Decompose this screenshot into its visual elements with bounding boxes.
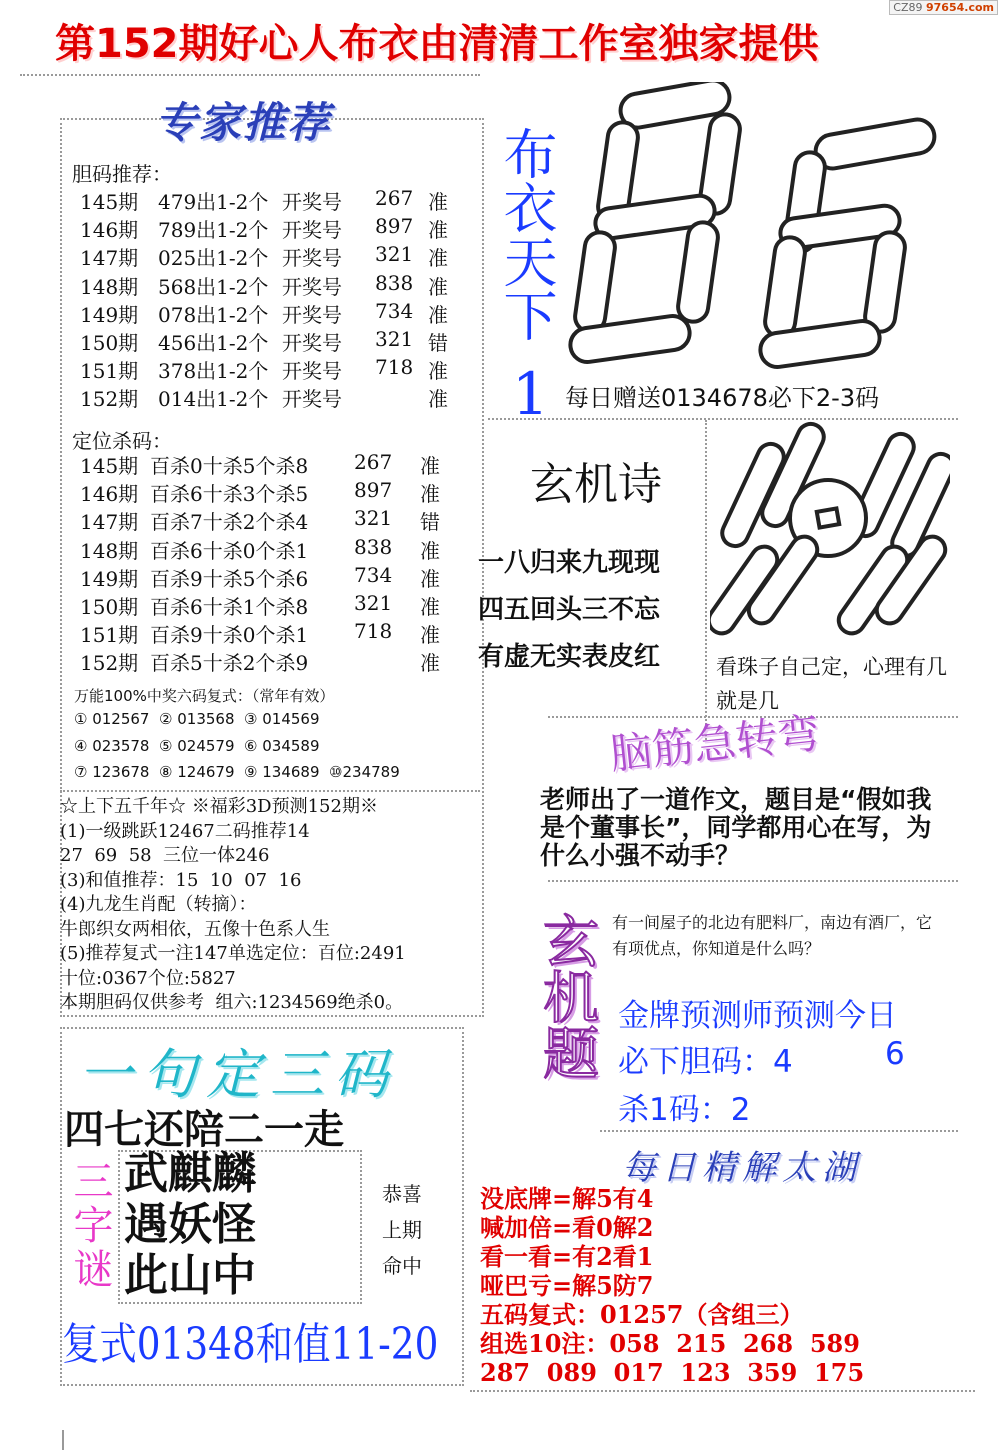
dan-number: 838 xyxy=(375,270,414,295)
dan-rule: 456出1-2个 xyxy=(158,331,269,355)
digits-86-svg xyxy=(565,82,955,382)
taihu-line: 五码复式：01257（含组三） xyxy=(480,1300,804,1329)
kill-row xyxy=(80,450,480,478)
dan-rule: 568出1-2个 xyxy=(158,274,269,299)
shangxia-line: 牛郎织女两相依，五像十色系人生 xyxy=(60,918,330,940)
shangxia-line: (3)和值推荐：15 10 07 16 xyxy=(60,869,302,891)
kill-result: 错 xyxy=(420,510,440,535)
dan-period: 147期 xyxy=(80,246,139,271)
brain-question: 老师出了一道作文，题目是“假如我是个董事长”，同学都用心在写，为什么小强不动手？ xyxy=(540,785,932,870)
taihu-lines xyxy=(480,1184,864,1387)
dan-row xyxy=(80,186,480,214)
sanzi-vertical: 三字谜 xyxy=(67,1160,113,1292)
dan-keyword: 开奖号 xyxy=(282,331,342,355)
dan-period: 151期 xyxy=(80,359,139,384)
sanzi-lines xyxy=(124,1148,256,1301)
kill-number: 321 xyxy=(354,506,393,531)
shangxia-line: ☆上下五千年☆ ※福彩3D预测152期※ xyxy=(60,796,378,817)
kill-row xyxy=(80,591,480,619)
beads-illustration xyxy=(710,420,950,640)
digits-86-illustration xyxy=(565,82,955,382)
section-divider xyxy=(60,790,480,792)
dan-number: 718 xyxy=(375,355,414,380)
kill-rule: 百杀0十杀5个杀8 xyxy=(150,454,309,478)
kill-rule: 百杀6十杀1个杀8 xyxy=(150,595,309,619)
dan-rule: 378出1-2个 xyxy=(158,359,269,384)
kill-number: 267 xyxy=(354,450,393,474)
must-dan-extra: 6 xyxy=(885,1036,905,1072)
kill-period: 152期 xyxy=(80,651,139,676)
dan-rule: 014出1-2个 xyxy=(158,387,269,412)
kill-period: 150期 xyxy=(80,595,139,619)
dan-period: 146期 xyxy=(80,218,139,243)
divider-3 xyxy=(705,420,707,740)
page-title: 第152期好心人布衣由清清工作室独家提供 xyxy=(55,21,819,67)
taihu-line: 287 089 017 123 359 175 xyxy=(480,1358,865,1387)
shangxia-line: (4)九龙生肖配（转摘）： xyxy=(60,894,257,915)
kill-result: 准 xyxy=(420,454,440,478)
yiju-title: 一句定三码 xyxy=(78,1043,398,1106)
six-list xyxy=(74,710,400,790)
dan-rule: 078出1-2个 xyxy=(158,302,269,327)
dan-number: 321 xyxy=(375,327,414,351)
congrats-line: 恭喜 xyxy=(382,1182,422,1206)
six-row: ④ 023578 ⑤ 024579 ⑥ 034589 xyxy=(74,736,320,755)
watermark-part1: CZ89 xyxy=(893,1,923,14)
watermark-part2: 97654.com xyxy=(926,1,994,14)
kill-rule: 百杀9十杀5个杀6 xyxy=(150,566,309,591)
kill-number: 734 xyxy=(354,562,393,587)
dan-row xyxy=(80,242,480,270)
dan-row xyxy=(80,271,480,299)
yiju-phrase: 四七还陪二一走 xyxy=(64,1107,344,1153)
dan-number: 267 xyxy=(375,186,414,210)
kill-result: 准 xyxy=(420,623,440,648)
taihu-line: 喊加倍=看0解2 xyxy=(480,1213,654,1242)
kill-row xyxy=(80,506,480,534)
xuanji-ti-vertical: 玄机题 xyxy=(534,912,599,1080)
dan-period: 150期 xyxy=(80,331,139,355)
expert-title: 专家推荐 xyxy=(155,98,332,147)
shangxia-line: 27 69 58 三位一体246 xyxy=(60,845,270,866)
dan-result: 准 xyxy=(428,190,448,214)
kill-period: 151期 xyxy=(80,623,139,648)
kill-row xyxy=(80,563,480,591)
dan-keyword: 开奖号 xyxy=(282,302,342,327)
kill-period: 145期 xyxy=(80,454,139,478)
poem-line: 有虚无实表皮红 xyxy=(478,642,661,672)
edge-mark xyxy=(62,1430,64,1450)
dan-period: 148期 xyxy=(80,274,139,299)
buyi-gift: 每日赠送0134678必下2-3码 xyxy=(565,384,880,412)
shangxia-line: 十位:0367个位:5827 xyxy=(60,967,236,989)
taihu-line: 组选10注：058 215 268 589 xyxy=(480,1329,860,1358)
dan-label: 胆码推荐： xyxy=(72,162,172,186)
shangxia-line: (1)一级跳跃12467二码推荐14 xyxy=(60,820,310,842)
dan-period: 149期 xyxy=(80,302,139,327)
taihu-title: 每日精解太湖 xyxy=(622,1148,862,1188)
dan-number: 321 xyxy=(375,242,414,267)
dan-result: 准 xyxy=(428,387,448,412)
poem-line: 四五回头三不忘 xyxy=(478,595,661,625)
kill-row xyxy=(80,478,480,506)
shangxia-block xyxy=(60,795,406,1016)
six-row: ⑦ 123678 ⑧ 124679 ⑨ 134689 ⑩234789 xyxy=(74,763,400,781)
kill-result: 准 xyxy=(420,538,440,563)
dan-keyword: 开奖号 xyxy=(282,246,342,271)
kill-row xyxy=(80,647,480,675)
taihu-line: 哑巴亏=解5防7 xyxy=(480,1271,654,1300)
dan-result: 错 xyxy=(428,331,448,355)
kill-label: 定位杀码： xyxy=(72,429,172,453)
six-label: 万能100%中奖六码复式：（常年有效） xyxy=(74,687,335,705)
kill-result: 准 xyxy=(420,566,440,591)
dan-result: 准 xyxy=(428,246,448,271)
sanzi-congrats xyxy=(382,1176,422,1284)
dan-row xyxy=(80,299,480,327)
bottom-divider xyxy=(470,1390,975,1392)
kill-result: 准 xyxy=(420,482,440,507)
sanzi-line: 武麒麟 xyxy=(124,1148,256,1199)
kill-rule: 百杀5十杀2个杀9 xyxy=(150,651,309,676)
must-dan: 必下胆码：4 xyxy=(618,1044,793,1080)
congrats-line: 上期 xyxy=(382,1218,422,1242)
dan-table xyxy=(80,186,480,416)
dan-period: 152期 xyxy=(80,387,139,412)
xuanji-ti-question: 有一间屋子的北边有肥料厂，南边有酒厂，它有项优点，你知道是什么吗？ xyxy=(612,913,933,958)
xuanji-poem-title: 玄机诗 xyxy=(530,459,662,510)
kill-result: 准 xyxy=(420,595,440,619)
dan-rule: 025出1-2个 xyxy=(158,246,269,271)
dan-row xyxy=(80,327,480,355)
dan-keyword: 开奖号 xyxy=(282,274,342,299)
dan-result: 准 xyxy=(428,218,448,243)
fushi-text: 复式01348和值11-20 xyxy=(62,1319,439,1370)
kill-number: 897 xyxy=(354,478,393,503)
gold-line: 金牌预测师预测今日 xyxy=(618,998,897,1034)
kill-number: 718 xyxy=(354,619,393,644)
kill-rule: 百杀6十杀3个杀5 xyxy=(150,482,309,507)
poem-line: 一八归来九现现 xyxy=(478,548,661,578)
top-divider xyxy=(20,74,480,76)
kill-row xyxy=(80,619,480,647)
dan-keyword: 开奖号 xyxy=(282,190,342,214)
dan-number: 897 xyxy=(375,214,414,239)
kill-period: 146期 xyxy=(80,482,139,507)
divider-6 xyxy=(600,1130,958,1132)
kill-rule: 百杀7十杀2个杀4 xyxy=(150,510,309,535)
kill-rule: 百杀6十杀0个杀1 xyxy=(150,538,309,563)
dan-row xyxy=(80,214,480,242)
kill-period: 148期 xyxy=(80,538,139,563)
dan-keyword: 开奖号 xyxy=(282,218,342,243)
dan-keyword: 开奖号 xyxy=(282,359,342,384)
shangxia-line: (5)推荐复式一注147单选定位：百位:2491 xyxy=(60,943,406,964)
shangxia-line: 本期胆码仅供参考 组六:1234569绝杀0。 xyxy=(60,992,404,1013)
dan-number: 734 xyxy=(375,298,414,323)
kill-number: 321 xyxy=(354,591,393,615)
taihu-line: 没底牌=解5有4 xyxy=(480,1184,654,1213)
taihu-line: 看一看=有2看1 xyxy=(480,1242,654,1271)
kill-table xyxy=(80,450,480,680)
divider-5 xyxy=(548,880,958,882)
kill-row xyxy=(80,535,480,563)
sanzi-line: 遇妖怪 xyxy=(124,1199,256,1250)
six-row: ① 012567 ② 013568 ③ 014569 xyxy=(74,710,320,728)
dan-result: 准 xyxy=(428,302,448,327)
beads-svg xyxy=(710,420,950,640)
poem-lines xyxy=(478,540,660,681)
dan-result: 准 xyxy=(428,359,448,384)
kill-number: 838 xyxy=(354,534,393,559)
dan-keyword: 开奖号 xyxy=(282,387,342,412)
dan-rule: 479出1-2个 xyxy=(158,190,269,214)
sanzi-line: 此山中 xyxy=(124,1250,256,1301)
dan-result: 准 xyxy=(428,274,448,299)
dan-row xyxy=(80,355,480,383)
kill-one: 杀1码：2 xyxy=(618,1092,751,1128)
brain-title: 脑筋急转弯 xyxy=(607,708,822,779)
kill-period: 149期 xyxy=(80,566,139,591)
poem-hint: 看珠子自己定，心理有几就是几 xyxy=(716,655,947,713)
dan-rule: 789出1-2个 xyxy=(158,218,269,243)
dan-row xyxy=(80,383,480,411)
buyi-number: 1 xyxy=(512,360,549,428)
kill-result: 准 xyxy=(420,651,440,676)
congrats-line: 命中 xyxy=(382,1254,422,1278)
kill-period: 147期 xyxy=(80,510,139,535)
buyi-vertical: 布衣天下 xyxy=(495,126,558,342)
dan-period: 145期 xyxy=(80,190,139,214)
kill-rule: 百杀9十杀0个杀1 xyxy=(150,623,309,648)
